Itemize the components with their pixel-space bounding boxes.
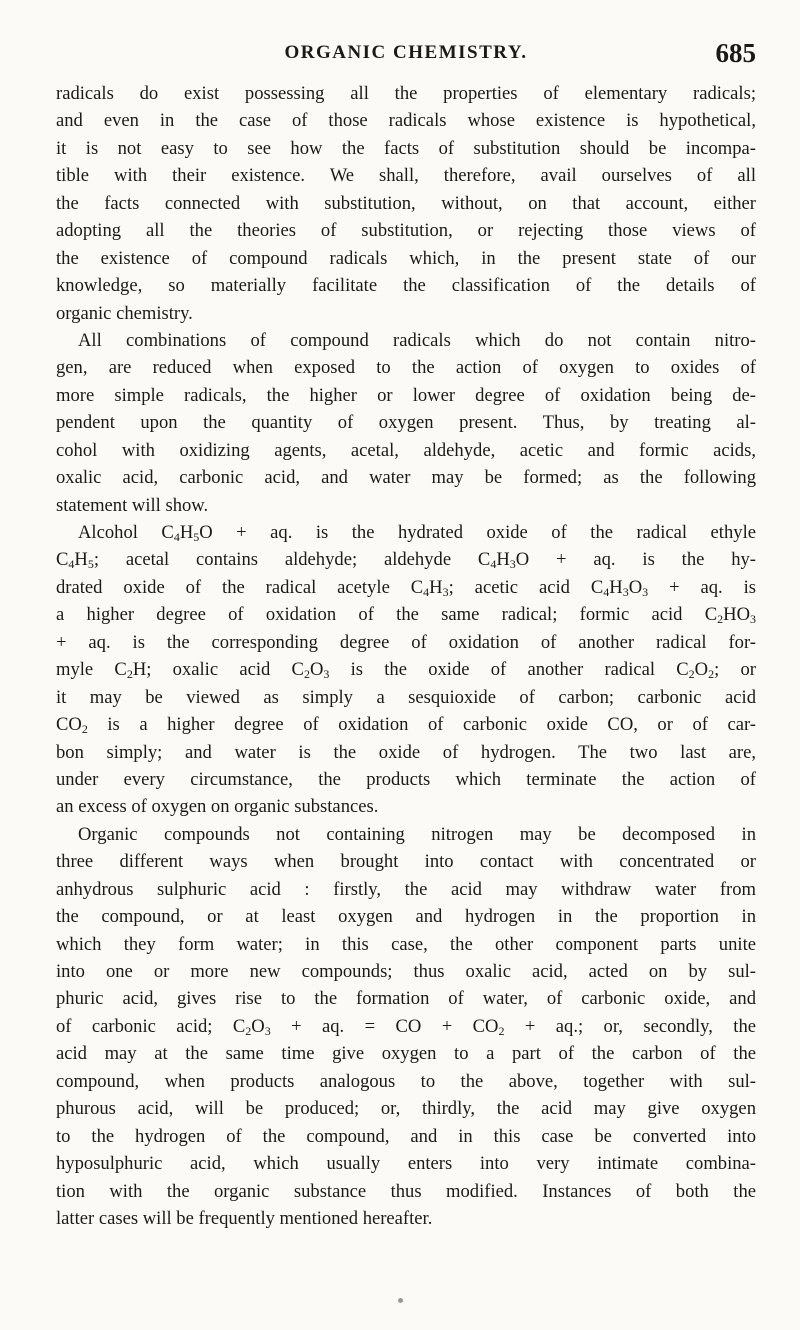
text-line: + aq. is the corresponding degree of oxidation of another radical for-	[56, 631, 756, 653]
page-number: 685	[715, 38, 756, 68]
text-line: oxalic acid, carbonic acid, and water may be formed; as the following	[56, 467, 756, 489]
text-line: hyposulphuric acid, which usually enters into very intimate combina-	[56, 1153, 756, 1175]
text-line: more simple radicals, the higher or lower degree of oxidation being de-	[56, 384, 756, 406]
text-line: of carbonic acid; $C_2O_3$ + aq. = CO + $CO_2$ + aq.; or, secondly, the	[56, 1015, 756, 1038]
text-line: phuric acid, gives rise to the formation of water, of carbonic oxide, and	[56, 988, 756, 1010]
ink-speck	[398, 1298, 403, 1303]
text-line: knowledge, so materially facilitate the classification of the details of	[56, 275, 756, 297]
text-line: anhydrous sulphuric acid : firstly, the acid may withdraw water from	[56, 878, 756, 900]
text-line: a higher degree of oxidation of the same radical; formic acid $C_2HO_3$	[56, 604, 756, 627]
paragraph	[56, 519, 756, 821]
text-line: into one or more new compounds; thus oxalic acid, acted on by sul-	[56, 961, 756, 982]
text-line: cohol with oxidizing agents, acetal, aldehyde, acetic and formic acids,	[56, 439, 756, 461]
text-line: three different ways when brought into contact with concentrated or	[56, 851, 756, 873]
text-line: radicals do exist possessing all the properties of elementary radicals;	[56, 83, 756, 104]
text-line: organic chemistry.	[56, 302, 193, 324]
text-line: myle $C_2H$; oxalic acid $C_2O_3$ is the oxide of another radical $C_2O_2$; or	[56, 659, 756, 682]
text-line: to the hydrogen of the compound, and in this case be converted into	[56, 1125, 756, 1147]
paragraph	[56, 80, 756, 327]
text-line: adopting all the theories of substitution, or rejecting those views of	[56, 220, 756, 242]
text-line: drated oxide of the radical acetyle $C_4H_3$; acetic acid $C_4H_3O_3$ + aq. is	[56, 576, 757, 599]
text-line: phurous acid, will be produced; or, thirdly, the acid may give oxygen	[56, 1098, 756, 1120]
text-line: acid may at the same time give oxygen to a part of the carbon of the	[56, 1043, 756, 1065]
text-line: All combinations of compound radicals which do not contain nitro-	[78, 329, 756, 351]
text-line: it is not easy to see how the facts of substitution should be incompa-	[56, 137, 756, 159]
text-line: Alcohol $C_4H_5O$ + aq. is the hydrated oxide of the radical ethyle	[78, 522, 756, 544]
text-line: $C_4H_5$; acetal contains aldehyde; aldehyde $C_4H_3O$ + aq. is the hy-	[56, 549, 756, 572]
text-line: which they form water; in this case, the other component parts unite	[56, 933, 756, 955]
text-line: an excess of oxygen on organic substances.	[56, 796, 379, 818]
text-line: the existence of compound radicals which, in the present state of our	[56, 247, 756, 269]
running-title: ORGANIC CHEMISTRY.	[284, 42, 528, 63]
text-line: latter cases will be frequently mentioned hereafter.	[56, 1207, 433, 1229]
text-line: statement will show.	[56, 494, 209, 516]
text-line: the compound, or at least oxygen and hydrogen in the proportion in	[56, 906, 756, 928]
text-line: it may be viewed as simply a sesquioxide of carbon; carbonic acid	[56, 686, 756, 708]
text-line: Organic compounds not containing nitrogen may be decomposed in	[78, 823, 756, 845]
text-line: under every circumstance, the products which terminate the action of	[56, 768, 756, 790]
text-line: the facts connected with substitution, without, on that account, either	[56, 192, 756, 214]
text-line: bon simply; and water is the oxide of hydrogen. The two last are,	[56, 741, 756, 763]
text-line: compound, when products analogous to the above, together with sul-	[56, 1070, 756, 1092]
paragraph	[56, 327, 756, 519]
text-line: tible with their existence. We shall, therefore, avail ourselves of all	[56, 165, 756, 187]
text-line: tion with the organic substance thus modified. Instances of both the	[56, 1180, 756, 1202]
body-text	[56, 80, 756, 1232]
text-line: gen, are reduced when exposed to the action of oxygen to oxides of	[56, 357, 756, 379]
text-line: pendent upon the quantity of oxygen present. Thus, by treating al-	[56, 412, 756, 434]
book-page	[56, 0, 756, 1330]
running-head	[56, 38, 756, 78]
text-line: and even in the case of those radicals whose existence is hypothetical,	[56, 110, 756, 132]
text-line: $CO_2$ is a higher degree of oxidation of carbonic oxide CO, or of car-	[56, 714, 756, 737]
paragraph	[56, 821, 756, 1233]
